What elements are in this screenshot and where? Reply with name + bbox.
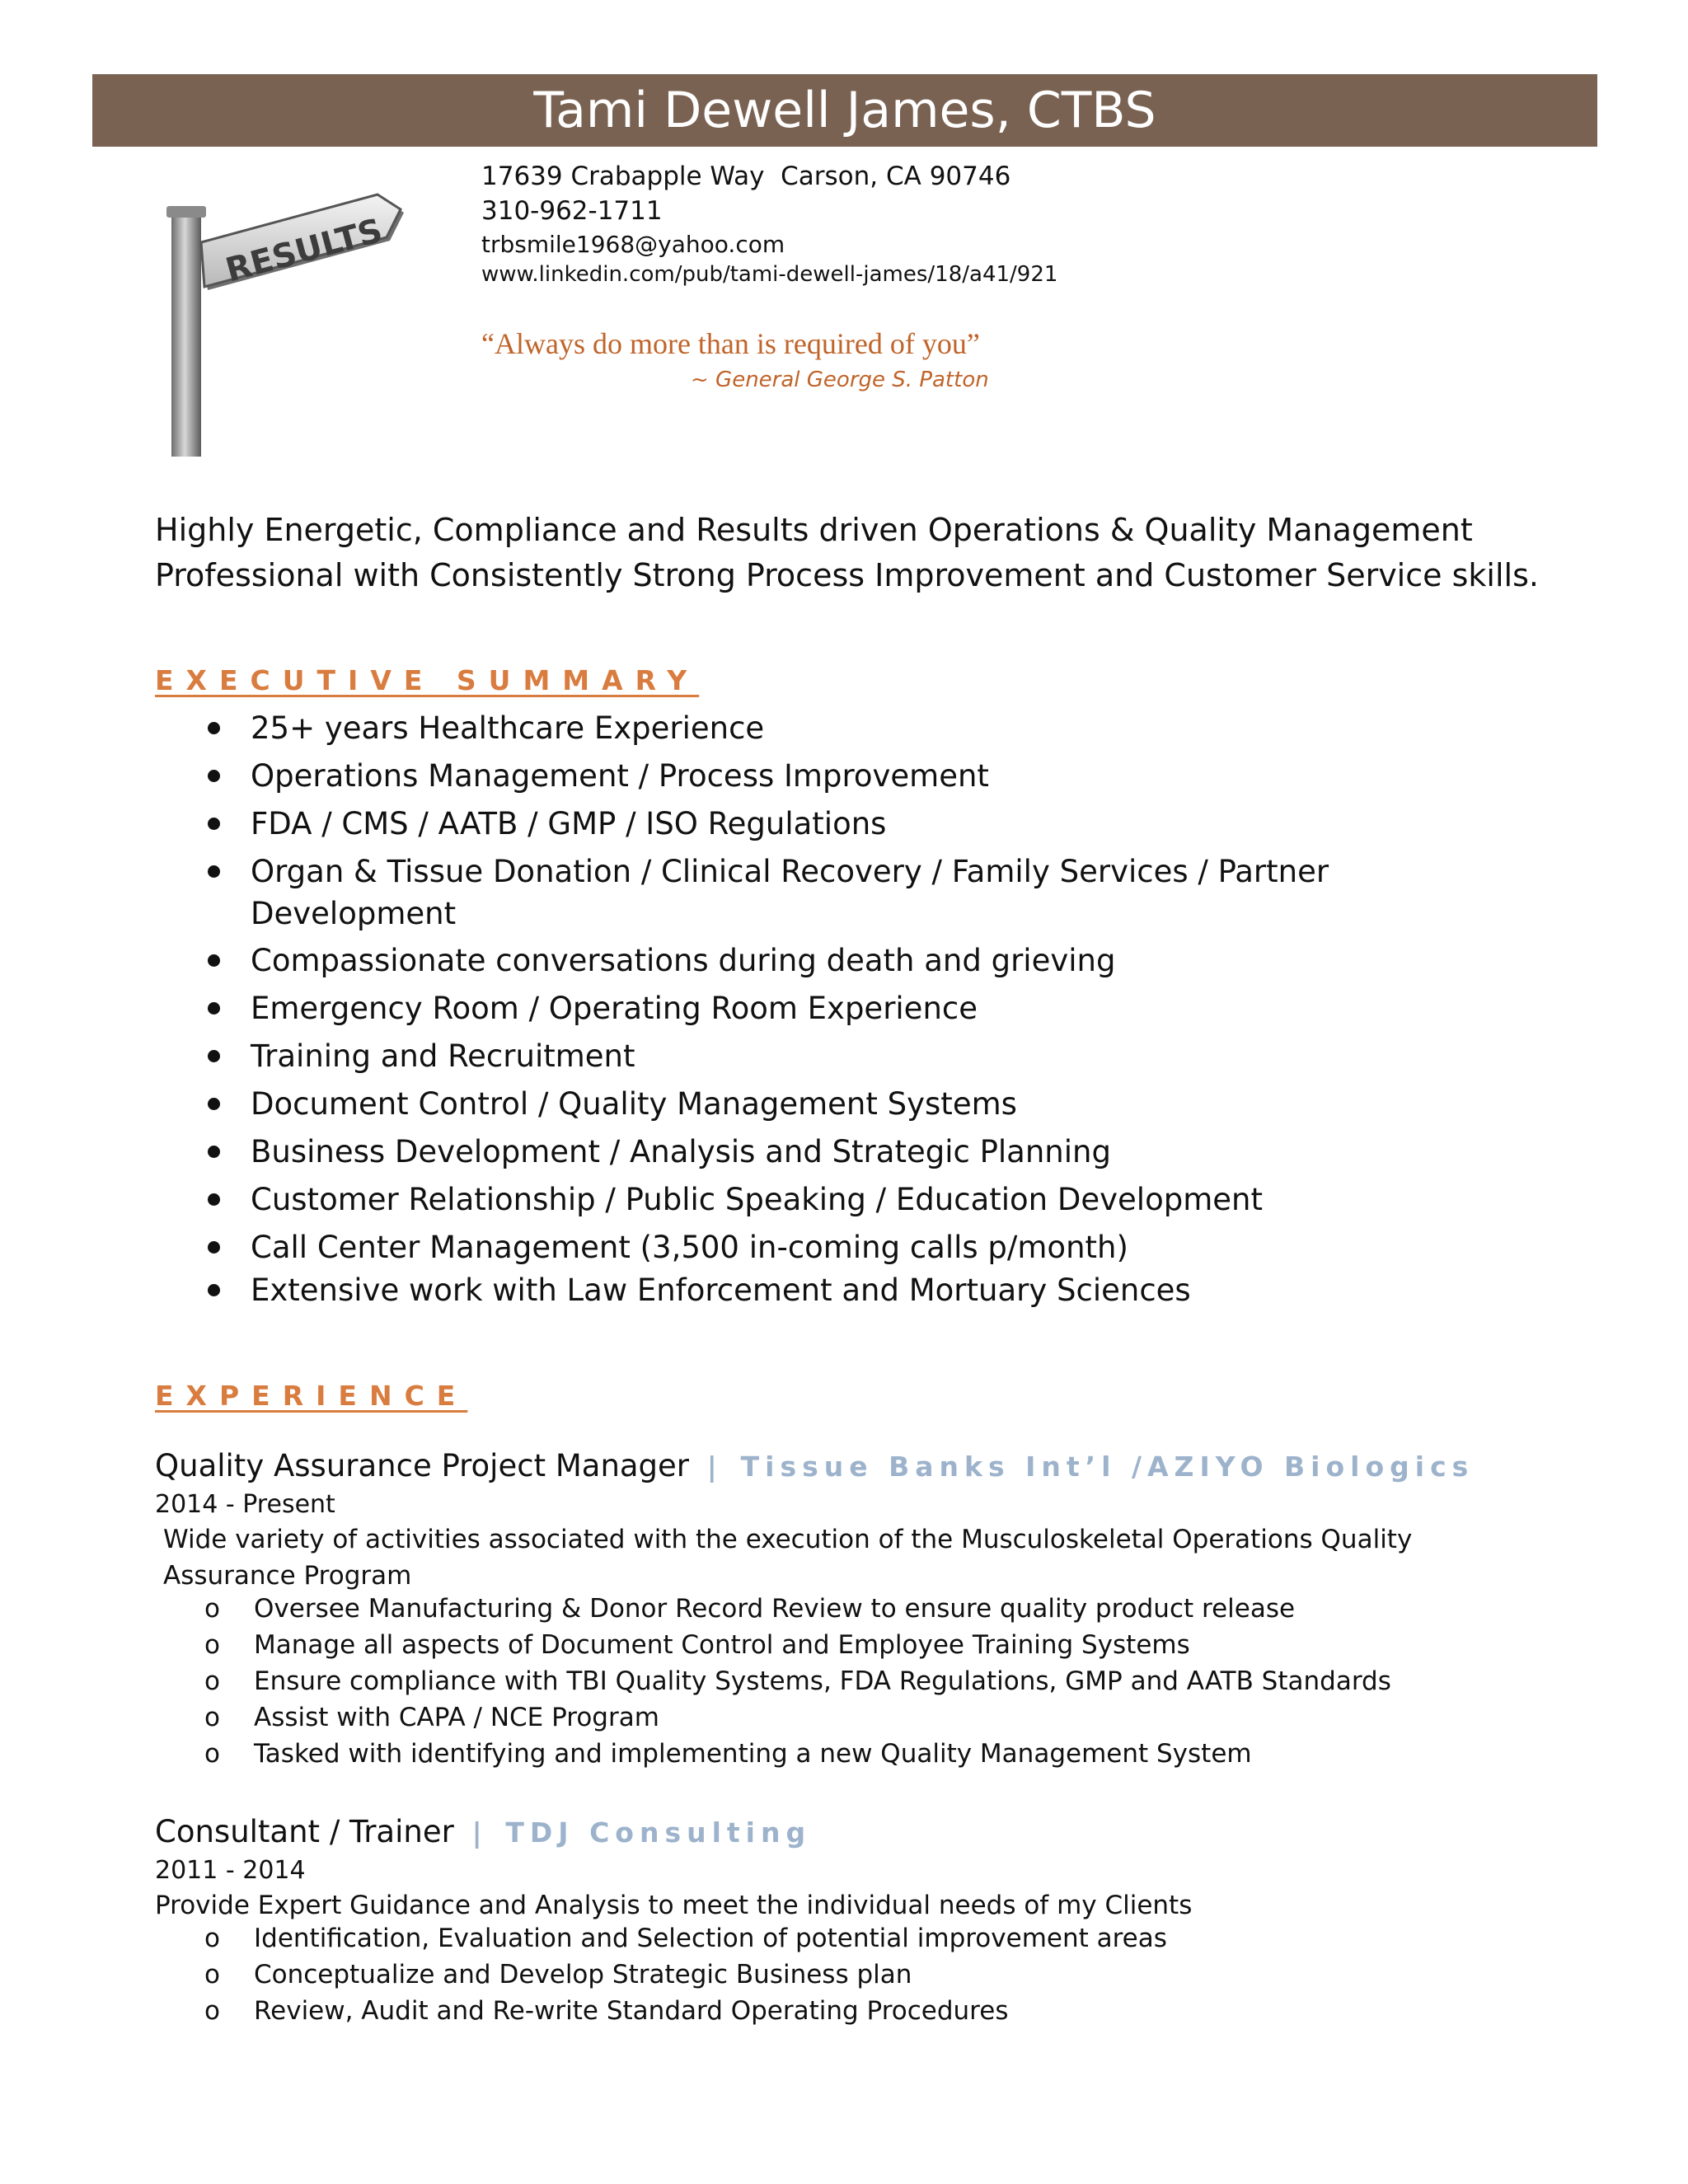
circle-bullet-icon: o — [204, 1666, 220, 1696]
company-name: TDJ Consulting — [505, 1816, 812, 1849]
bullet-icon — [208, 1098, 220, 1110]
circle-bullet-icon: o — [204, 1924, 220, 1953]
bullet-icon — [208, 1241, 220, 1254]
bullet-icon — [208, 1193, 220, 1206]
bullet-icon — [208, 1146, 220, 1158]
circle-bullet-icon: o — [204, 1703, 220, 1732]
bullet-icon — [208, 1050, 220, 1062]
circle-bullet-icon: o — [204, 1630, 220, 1660]
contact-phone: 310-962-1711 — [481, 196, 663, 226]
executive-summary-heading: EXECUTIVE SUMMARY — [155, 664, 700, 696]
circle-bullet-icon: o — [204, 1594, 220, 1624]
job-responsibilities: o Oversee Manufacturing & Donor Record Review to ensure quality product release o Manage all aspects of Document Control and Employee Training Systems o Ensure compliance with TBI Quality Systems, FDA Regulations, GMP and AATB Standards o Assist with CAPA / NCE Program o Tasked with identifying and implementing a new Quality Management System — [204, 1594, 1391, 1769]
job-dates: 2011 - 2014 — [155, 1856, 306, 1885]
job-responsibilities: o Identification, Evaluation and Selection of potential improvement areas o Conceptualize and Develop Strategic Business plan o Review, Audit and Re-write Standard Operating Procedures — [204, 1924, 1167, 2026]
quote-text: “Always do more than is required of you” — [481, 327, 980, 360]
contact-address: 17639 Crabapple Way Carson, CA 90746 — [481, 162, 1011, 191]
job-heading — [155, 1814, 811, 1849]
quote-author: ~ General George S. Patton — [691, 368, 989, 392]
bullet-icon — [208, 1002, 220, 1015]
name-banner — [92, 74, 1597, 147]
job-title: Consultant / Trainer — [155, 1814, 454, 1849]
company-name: Tissue Banks Int’l /AZIYO Biologics — [740, 1451, 1475, 1483]
bullet-icon — [208, 1284, 220, 1296]
company-separator: | — [471, 1816, 488, 1849]
bullet-icon — [208, 722, 220, 734]
job-heading — [155, 1448, 1474, 1483]
circle-bullet-icon: o — [204, 1996, 220, 2026]
job-dates: 2014 - Present — [155, 1490, 335, 1519]
circle-bullet-icon: o — [204, 1960, 220, 1990]
job-description: Wide variety of activities associated with the execution of the Musculoskeletal Operations Quality Assurance Program — [163, 1525, 1413, 1591]
job-description: Provide Expert Guidance and Analysis to meet the individual needs of my Clients — [155, 1891, 1193, 1920]
contact-linkedin[interactable]: www.linkedin.com/pub/tami-dewell-james/18/a41/921 — [481, 262, 1058, 287]
company-separator: | — [706, 1451, 723, 1483]
bullet-icon — [208, 818, 220, 830]
contact-email[interactable]: trbsmile1968@yahoo.com — [481, 231, 785, 258]
results-sign-label: RESULTS — [222, 211, 387, 290]
bullet-icon — [208, 954, 220, 967]
results-signpost-image — [157, 181, 429, 457]
bullet-icon — [208, 770, 220, 782]
profile-headline: Highly Energetic, Compliance and Results driven Operations & Quality Management Professional with Consistently Strong Process Improvement and Customer Service skills. — [155, 512, 1539, 593]
job-title: Quality Assurance Project Manager — [155, 1448, 690, 1483]
bullet-icon — [208, 865, 220, 878]
candidate-name: Tami Dewell James, CTBS — [533, 82, 1156, 139]
circle-bullet-icon: o — [204, 1739, 220, 1769]
experience-heading: EXPERIENCE — [155, 1380, 468, 1412]
